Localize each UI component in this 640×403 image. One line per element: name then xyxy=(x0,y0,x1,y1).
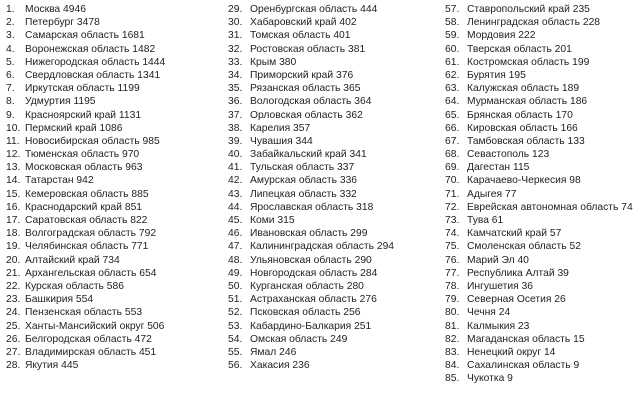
list-item xyxy=(228,320,433,333)
list-item-text: Новгородская область 284 xyxy=(250,267,378,279)
list-item-text: Краснодарский край 851 xyxy=(25,201,143,213)
list-item xyxy=(0,16,215,29)
list-item-text: Саратовская область 822 xyxy=(25,215,148,226)
list-item-text: Мурманская область 186 xyxy=(467,96,588,108)
list-item xyxy=(228,227,433,240)
list-item xyxy=(228,346,433,359)
list-item-text: Коми 315 xyxy=(250,215,295,226)
list-item-text: Нижегородская область 1444 xyxy=(25,56,166,68)
list-item-number: 85. xyxy=(445,373,460,385)
list-item-number: 83. xyxy=(445,346,460,358)
list-item-text: Кировская область 166 xyxy=(467,122,578,134)
list-item-number: 60. xyxy=(445,43,460,55)
list-item-text: Тверская область 201 xyxy=(467,43,572,55)
list-item xyxy=(0,201,215,214)
list-item-text: Псковская область 256 xyxy=(250,307,361,319)
list-item xyxy=(0,293,215,306)
list-item xyxy=(228,188,433,201)
list-item xyxy=(445,320,640,333)
list-item-text: Крым 380 xyxy=(250,56,297,68)
list-item xyxy=(445,95,640,108)
list-item xyxy=(0,254,215,267)
list-item xyxy=(0,3,215,16)
list-item xyxy=(0,188,215,201)
list-item xyxy=(0,174,215,187)
list-item-number: 14. xyxy=(6,175,21,187)
list-item-text: Ставропольский край 235 xyxy=(467,4,590,15)
list-item-number: 53. xyxy=(228,320,243,332)
list-item xyxy=(228,69,433,82)
list-item-number: 68. xyxy=(445,149,460,161)
list-item-text: Ярославская область 318 xyxy=(250,201,374,213)
list-item-number: 43. xyxy=(228,188,243,200)
list-item-number: 13. xyxy=(6,162,21,174)
list-item xyxy=(445,214,640,227)
list-item xyxy=(445,333,640,346)
list-item xyxy=(0,135,215,148)
list-item-number: 45. xyxy=(228,215,243,226)
list-item xyxy=(445,280,640,293)
list-item-number: 62. xyxy=(445,69,460,81)
list-item-text: Кемеровская область 885 xyxy=(25,188,149,200)
list-item xyxy=(445,122,640,135)
list-item-text: Карелия 357 xyxy=(250,122,311,134)
list-item xyxy=(0,346,215,359)
list-item-number: 34. xyxy=(228,69,243,81)
list-item-number: 30. xyxy=(228,17,243,29)
list-item-text: Вологодская область 364 xyxy=(250,96,372,108)
list-item xyxy=(445,148,640,161)
list-item-number: 27. xyxy=(6,346,21,358)
list-item-number: 47. xyxy=(228,241,243,253)
list-item xyxy=(0,95,215,108)
list-item-number: 24. xyxy=(6,307,21,319)
list-item-number: 6. xyxy=(6,69,15,81)
list-item xyxy=(445,82,640,95)
list-item-text: Архангельская область 654 xyxy=(25,267,157,279)
list-item-text: Калмыкия 23 xyxy=(467,320,530,332)
list-item xyxy=(0,43,215,56)
list-item-text: Томская область 401 xyxy=(250,30,351,42)
list-item-text: Ханты-Мансийский округ 506 xyxy=(25,320,165,332)
list-item-text: Рязанская область 365 xyxy=(250,83,361,95)
list-item-number: 26. xyxy=(6,333,21,345)
list-item-number: 31. xyxy=(228,30,243,42)
list-item-number: 21. xyxy=(6,267,21,279)
list-item xyxy=(445,293,640,306)
list-item-number: 36. xyxy=(228,96,243,108)
list-column-2 xyxy=(228,3,433,372)
list-item-number: 5. xyxy=(6,56,15,68)
list-item-text: Смоленская область 52 xyxy=(467,241,581,253)
list-item-number: 64. xyxy=(445,96,460,108)
list-item xyxy=(0,267,215,280)
list-item xyxy=(228,280,433,293)
list-item xyxy=(228,16,433,29)
list-item xyxy=(445,69,640,82)
list-item-text: Бурятия 195 xyxy=(467,69,526,81)
list-item-text: Карачаево-Черкесия 98 xyxy=(467,175,581,187)
list-item-text: Липецкая область 332 xyxy=(250,188,357,200)
list-item xyxy=(228,56,433,69)
list-item-text: Северная Осетия 26 xyxy=(467,294,566,306)
list-item-text: Калининградская область 294 xyxy=(250,241,395,253)
list-item-number: 25. xyxy=(6,320,21,332)
list-item-number: 82. xyxy=(445,333,460,345)
list-item xyxy=(228,333,433,346)
list-item-text: Костромская область 199 xyxy=(467,56,590,68)
list-item-text: Магаданская область 15 xyxy=(467,333,585,345)
list-item xyxy=(228,82,433,95)
list-item xyxy=(228,306,433,319)
list-item-text: Удмуртия 1195 xyxy=(25,96,96,108)
list-item-number: 65. xyxy=(445,109,460,121)
list-item xyxy=(0,280,215,293)
list-item-text: Ульяновская область 290 xyxy=(250,254,372,266)
list-item xyxy=(228,122,433,135)
list-item-number: 8. xyxy=(6,96,15,108)
list-item xyxy=(228,174,433,187)
list-item-number: 2. xyxy=(6,17,15,29)
list-item xyxy=(445,188,640,201)
list-item xyxy=(445,109,640,122)
list-item-text: Самарская область 1681 xyxy=(25,30,145,42)
list-item-text: Челябинская область 771 xyxy=(25,241,149,253)
list-item-number: 38. xyxy=(228,122,243,134)
list-item xyxy=(0,69,215,82)
list-item-number: 23. xyxy=(6,294,21,306)
list-item-number: 59. xyxy=(445,30,460,42)
list-item-text: Амурская область 336 xyxy=(250,175,358,187)
list-item-text: Тульская область 337 xyxy=(250,162,355,174)
list-item-number: 67. xyxy=(445,135,460,147)
list-item xyxy=(445,254,640,267)
list-item xyxy=(228,293,433,306)
list-item-number: 32. xyxy=(228,43,243,55)
list-item-number: 42. xyxy=(228,175,243,187)
list-column-3 xyxy=(445,3,640,385)
list-item-number: 44. xyxy=(228,201,243,213)
list-item-number: 61. xyxy=(445,56,460,68)
list-item-text: Хакасия 236 xyxy=(250,360,310,372)
list-item-number: 46. xyxy=(228,228,243,240)
list-item-number: 66. xyxy=(445,122,460,134)
list-item-number: 80. xyxy=(445,307,460,319)
list-item xyxy=(0,227,215,240)
list-item-number: 39. xyxy=(228,135,243,147)
list-item-text: Севастополь 123 xyxy=(467,149,550,161)
list-item-number: 4. xyxy=(6,43,15,55)
list-item-text: Красноярский край 1131 xyxy=(25,109,142,121)
list-item xyxy=(0,306,215,319)
list-item xyxy=(445,3,640,16)
list-item-text: Курганская область 280 xyxy=(250,280,364,292)
list-item-number: 81. xyxy=(445,320,460,332)
list-item xyxy=(0,214,215,227)
list-item-number: 28. xyxy=(6,360,21,372)
list-item-number: 73. xyxy=(445,215,460,226)
list-item xyxy=(228,29,433,42)
list-item-number: 29. xyxy=(228,4,243,15)
list-item xyxy=(228,214,433,227)
list-item-text: Свердловская область 1341 xyxy=(25,69,161,81)
list-item-text: Новосибирская область 985 xyxy=(25,135,160,147)
list-item xyxy=(445,174,640,187)
list-item xyxy=(0,29,215,42)
list-item-text: Ростовская область 381 xyxy=(250,43,366,55)
list-item-text: Тамбовская область 133 xyxy=(467,135,585,147)
list-item xyxy=(445,161,640,174)
list-item xyxy=(0,320,215,333)
list-item-text: Владимирская область 451 xyxy=(25,346,157,358)
list-item xyxy=(445,201,640,214)
list-item-number: 55. xyxy=(228,346,243,358)
list-item-text: Курская область 586 xyxy=(25,280,124,292)
list-item xyxy=(228,267,433,280)
list-item xyxy=(0,161,215,174)
list-item-text: Республика Алтай 39 xyxy=(467,267,569,279)
list-item xyxy=(228,254,433,267)
list-item-text: Чукотка 9 xyxy=(467,373,513,385)
list-item-text: Оренбургская область 444 xyxy=(250,4,378,15)
list-item-text: Ленинградская область 228 xyxy=(467,17,601,29)
list-item-text: Хабаровский край 402 xyxy=(250,17,357,29)
list-item-number: 57. xyxy=(445,4,460,15)
list-item-text: Чувашия 344 xyxy=(250,135,313,147)
list-item xyxy=(228,3,433,16)
list-item-number: 51. xyxy=(228,294,243,306)
list-item xyxy=(0,56,215,69)
list-item xyxy=(445,227,640,240)
list-item-number: 11. xyxy=(6,135,20,147)
list-item-text: Московская область 963 xyxy=(25,162,143,174)
list-item-text: Приморский край 376 xyxy=(250,69,354,81)
list-item xyxy=(445,372,640,385)
list-item-text: Дагестан 115 xyxy=(467,162,530,174)
list-item-number: 49. xyxy=(228,267,243,279)
list-item-number: 12. xyxy=(6,149,21,161)
list-item-text: Тюменская область 970 xyxy=(25,149,140,161)
list-item-text: Пермский край 1086 xyxy=(25,122,123,134)
list-item-number: 1. xyxy=(6,4,15,15)
list-item xyxy=(228,359,433,372)
list-item-text: Волгоградская область 792 xyxy=(25,228,157,240)
list-item-text: Башкирия 554 xyxy=(25,294,94,306)
list-item-number: 37. xyxy=(228,109,243,121)
list-item xyxy=(228,240,433,253)
list-item-number: 20. xyxy=(6,254,21,266)
list-item xyxy=(0,333,215,346)
list-item-number: 48. xyxy=(228,254,243,266)
list-item-text: Сахалинская область 9 xyxy=(467,360,580,372)
list-item xyxy=(0,122,215,135)
list-item-number: 50. xyxy=(228,280,243,292)
list-item xyxy=(0,359,215,372)
list-item xyxy=(445,29,640,42)
list-item xyxy=(228,109,433,122)
list-item-text: Забайкальский край 341 xyxy=(250,149,367,161)
list-item-number: 9. xyxy=(6,109,15,121)
list-item xyxy=(0,148,215,161)
list-item-text: Мордовия 222 xyxy=(467,30,536,42)
list-item-number: 75. xyxy=(445,241,460,253)
list-item-text: Омская область 249 xyxy=(250,333,348,345)
list-item-text: Чечня 24 xyxy=(467,307,511,319)
list-item-number: 40. xyxy=(228,149,243,161)
list-item-number: 71. xyxy=(445,188,460,200)
list-item-number: 63. xyxy=(445,83,460,95)
list-item xyxy=(445,135,640,148)
list-item-number: 79. xyxy=(445,294,460,306)
list-item-text: Ингушетия 36 xyxy=(467,280,533,292)
list-item xyxy=(445,267,640,280)
list-item-text: Ненецкий округ 14 xyxy=(467,346,556,358)
list-item-text: Петербург 3478 xyxy=(25,17,100,29)
list-item-text: Марий Эл 40 xyxy=(467,254,529,266)
list-item-number: 16. xyxy=(6,201,21,213)
list-item-text: Кабардино-Балкария 251 xyxy=(250,320,372,332)
list-item-text: Еврейская автономная область 74 xyxy=(467,201,633,213)
list-item xyxy=(228,135,433,148)
list-item-number: 52. xyxy=(228,307,243,319)
list-item-number: 18. xyxy=(6,228,21,240)
list-item xyxy=(0,82,215,95)
list-item-number: 77. xyxy=(445,267,460,279)
list-item-text: Ивановская область 299 xyxy=(250,228,368,240)
list-item-text: Иркутская область 1199 xyxy=(25,83,140,95)
list-item-text: Алтайский край 734 xyxy=(25,254,120,266)
list-item-text: Пензенская область 553 xyxy=(25,307,143,319)
list-item-number: 69. xyxy=(445,162,460,174)
list-item-number: 84. xyxy=(445,360,460,372)
list-item-number: 54. xyxy=(228,333,243,345)
list-item xyxy=(445,56,640,69)
list-item-text: Тува 61 xyxy=(467,215,504,226)
list-item-number: 33. xyxy=(228,56,243,68)
list-item-text: Калужская область 189 xyxy=(467,83,580,95)
list-item-number: 58. xyxy=(445,17,460,29)
list-item-text: Воронежская область 1482 xyxy=(25,43,156,55)
list-item-text: Ямал 246 xyxy=(250,346,297,358)
list-item-number: 17. xyxy=(6,215,21,226)
list-item-number: 72. xyxy=(445,201,460,213)
list-item xyxy=(445,16,640,29)
list-item xyxy=(228,43,433,56)
list-item-text: Татарстан 942 xyxy=(25,175,94,187)
list-item-number: 15. xyxy=(6,188,21,200)
list-item-number: 7. xyxy=(6,83,15,95)
list-item-number: 70. xyxy=(445,175,460,187)
list-item xyxy=(0,240,215,253)
list-item-text: Орловская область 362 xyxy=(250,109,363,121)
list-item-number: 56. xyxy=(228,360,243,372)
list-item-text: Якутия 445 xyxy=(25,360,79,372)
list-item xyxy=(445,43,640,56)
list-item-text: Астраханская область 276 xyxy=(250,294,377,306)
list-item xyxy=(228,95,433,108)
list-item-text: Москва 4946 xyxy=(25,4,86,15)
list-item-number: 3. xyxy=(6,30,15,42)
list-item xyxy=(445,359,640,372)
list-item-text: Брянская область 170 xyxy=(467,109,573,121)
list-item xyxy=(228,148,433,161)
list-item-number: 74. xyxy=(445,228,460,240)
list-item-number: 10. xyxy=(6,122,21,134)
list-item-text: Адыгея 77 xyxy=(467,188,517,200)
list-item-number: 19. xyxy=(6,241,21,253)
list-item-number: 41. xyxy=(228,162,243,174)
list-item-number: 76. xyxy=(445,254,460,266)
list-item-number: 78. xyxy=(445,280,460,292)
list-item-number: 22. xyxy=(6,280,21,292)
list-item xyxy=(228,161,433,174)
list-item-number: 35. xyxy=(228,83,243,95)
list-item-text: Белгородская область 472 xyxy=(25,333,152,345)
list-item xyxy=(228,201,433,214)
list-item xyxy=(445,346,640,359)
list-item xyxy=(445,306,640,319)
list-item xyxy=(445,240,640,253)
list-item-text: Камчатский край 57 xyxy=(467,228,562,240)
list-column-1 xyxy=(0,3,215,372)
list-item xyxy=(0,109,215,122)
